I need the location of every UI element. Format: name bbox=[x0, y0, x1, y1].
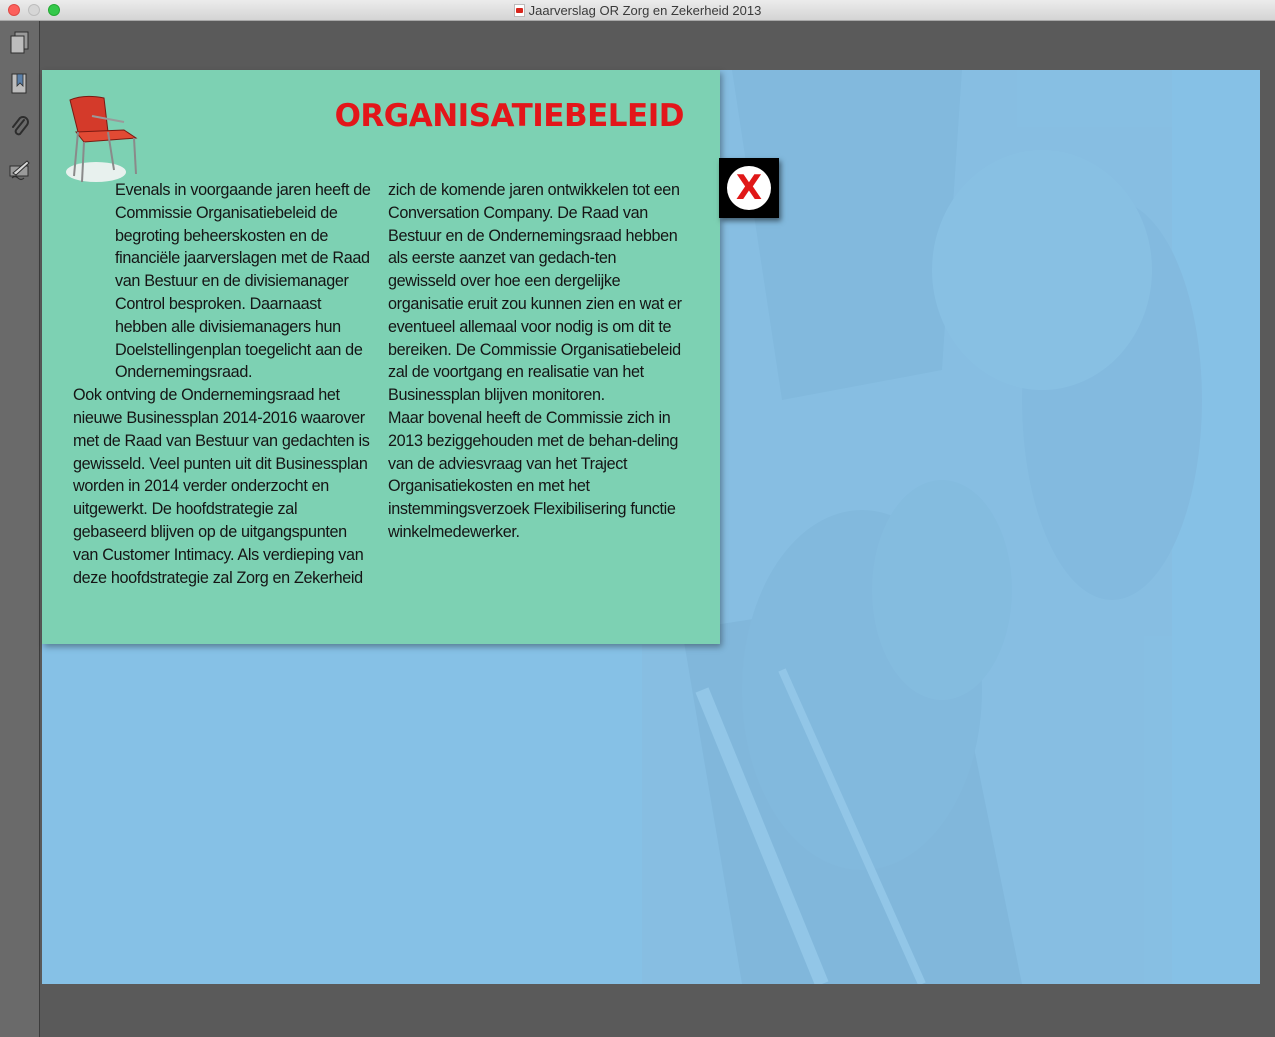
title-bar bbox=[0, 0, 1275, 21]
paragraph: Maar bovenal heeft de Commissie zich in 2013 beziggehouden met de behan-deling van de adviesvraag van het Traject Organisatiekosten en met het instemmingsverzoek Flexibilisering functie winkelmedewerker. bbox=[388, 408, 679, 541]
paragraph: zich de komende jaren ontwikkelen tot een Conversation Company. De Raad van Bestuur en de Ondernemingsraad hebben als eerste aanzet van gedach-ten gewisseld over hoe een dergelijke organisatie eruit zou kunnen zien en wat er eventueel allemaal voor nodig is om dit te bereiken. De Commissie Organisatiebeleid zal de voortgang en realisatie van het Businessplan blijven monitoren. bbox=[388, 181, 682, 405]
content-card bbox=[42, 70, 720, 644]
window-title: Jaarverslag OR Zorg en Zekerheid 2013 bbox=[528, 3, 762, 18]
chair-illustration-icon bbox=[64, 92, 144, 188]
text-column-left bbox=[73, 179, 373, 589]
left-toolbar bbox=[0, 21, 40, 1037]
pages-icon bbox=[8, 29, 32, 55]
close-card-button[interactable] bbox=[719, 158, 779, 218]
close-icon: X bbox=[727, 166, 771, 210]
attachment-icon bbox=[8, 114, 32, 140]
signatures-button[interactable] bbox=[8, 157, 32, 183]
signature-icon bbox=[8, 157, 32, 183]
text-column-right bbox=[388, 179, 688, 544]
window-title-wrap bbox=[0, 2, 1275, 19]
paragraph: Evenals in voorgaande jaren heeft de Commissie Organisatiebeleid de begroting beheerskosten en de financiële jaarverslagen met de Raad van Bestuur en de divisiemanager Control besproken. Daarnaast hebben alle divisiemanagers hun Doelstellingenplan toegelicht aan de Ondernemingsraad. bbox=[115, 181, 371, 382]
bookmarks-button[interactable] bbox=[8, 71, 32, 97]
pages-button[interactable] bbox=[8, 29, 32, 55]
pdf-file-icon bbox=[514, 4, 525, 17]
paragraph: Ook ontving de Ondernemingsraad het nieuwe Businessplan 2014-2016 waarover met de Raad van Bestuur van gedachten is gewisseld. Veel punten uit dit Businessplan worden in 2014 verder onderzocht en uitgewerkt. De hoofdstrategie zal gebaseerd blijven op de uitgangspunten van Customer Intimacy. Als verdieping van deze hoofdstrategie zal Zorg en Zekerheid bbox=[73, 386, 370, 587]
bookmark-icon bbox=[8, 71, 32, 97]
page-heading: ORGANISATIEBELEID bbox=[334, 98, 684, 134]
attachments-button[interactable] bbox=[8, 114, 32, 140]
